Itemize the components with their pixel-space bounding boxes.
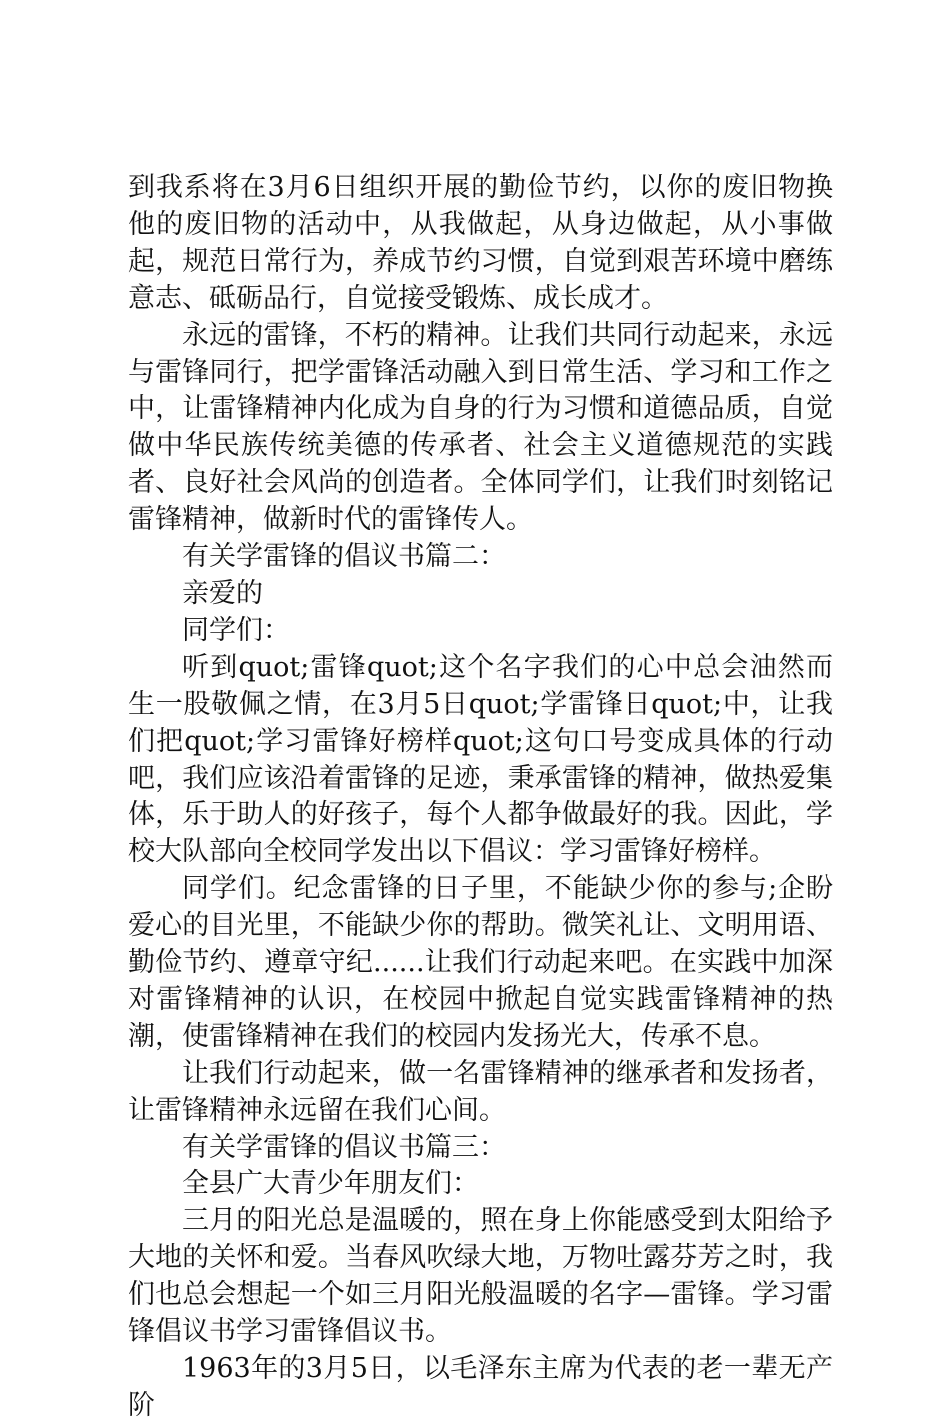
document-page <box>128 170 833 1425</box>
paragraph: 到我系将在3月6日组织开展的勤俭节约，以你的废旧物换他的废旧物的活动中，从我做起，从身边做起，从小事做起，规范日常行为，养成节约习惯，自觉到艰苦环境中磨练意志、砥砺品行，自觉接受锻炼、成长成才。 <box>128 172 833 314</box>
section-heading: 有关学雷锋的倡议书篇二： <box>182 541 506 573</box>
paragraph: 听到quot;雷锋quot;这个名字我们的心中总会油然而生一股敬佩之情，在3月5日quot;学雷锋日quot;中，让我们把quot;学习雷锋好榜样quot;这句口号变成具体的行动吧，我们应该沿着雷锋的足迹，秉承雷锋的精神，做热爱集体，乐于助人的好孩子，每个人都争做最好的我。因此，学校大队部向全校同学发出以下倡议：学习雷锋好榜样。 <box>128 651 833 868</box>
paragraph: 让我们行动起来，做一名雷锋精神的继承者和发扬者，让雷锋精神永远留在我们心间。 <box>128 1057 833 1126</box>
section-heading: 有关学雷锋的倡议书篇三： <box>182 1131 506 1163</box>
paragraph: 永远的雷锋，不朽的精神。让我们共同行动起来，永远与雷锋同行，把学雷锋活动融入到日常生活、学习和工作之中，让雷锋精神内化成为自身的行为习惯和道德品质，自觉做中华民族传统美德的传承者、社会主义道德规范的实践者、良好社会风尚的创造者。全体同学们，让我们时刻铭记雷锋精神，做新时代的雷锋传人。 <box>128 319 833 536</box>
paragraph: 1963年的3月5日，以毛泽东主席为代表的老一辈无产阶 <box>128 1353 833 1421</box>
salutation: 亲爱的 <box>182 577 263 609</box>
paragraph: 同学们。纪念雷锋的日子里，不能缺少你的参与;企盼爱心的目光里，不能缺少你的帮助。微笑礼让、文明用语、勤俭节约、遵章守纪......让我们行动起来吧。在实践中加深对雷锋精神的认识，在校园中掀起自觉实践雷锋精神的热潮，使雷锋精神在我们的校园内发扬光大，传承不息。 <box>128 873 833 1052</box>
salutation: 全县广大青少年朋友们： <box>182 1168 479 1200</box>
paragraph: 三月的阳光总是温暖的，照在身上你能感受到太阳给予大地的关怀和爱。当春风吹绿大地，万物吐露芬芳之时，我们也总会想起一个如三月阳光般温暖的名字—雷锋。学习雷锋倡议书学习雷锋倡议书。 <box>128 1205 833 1348</box>
salutation: 同学们： <box>182 614 290 646</box>
